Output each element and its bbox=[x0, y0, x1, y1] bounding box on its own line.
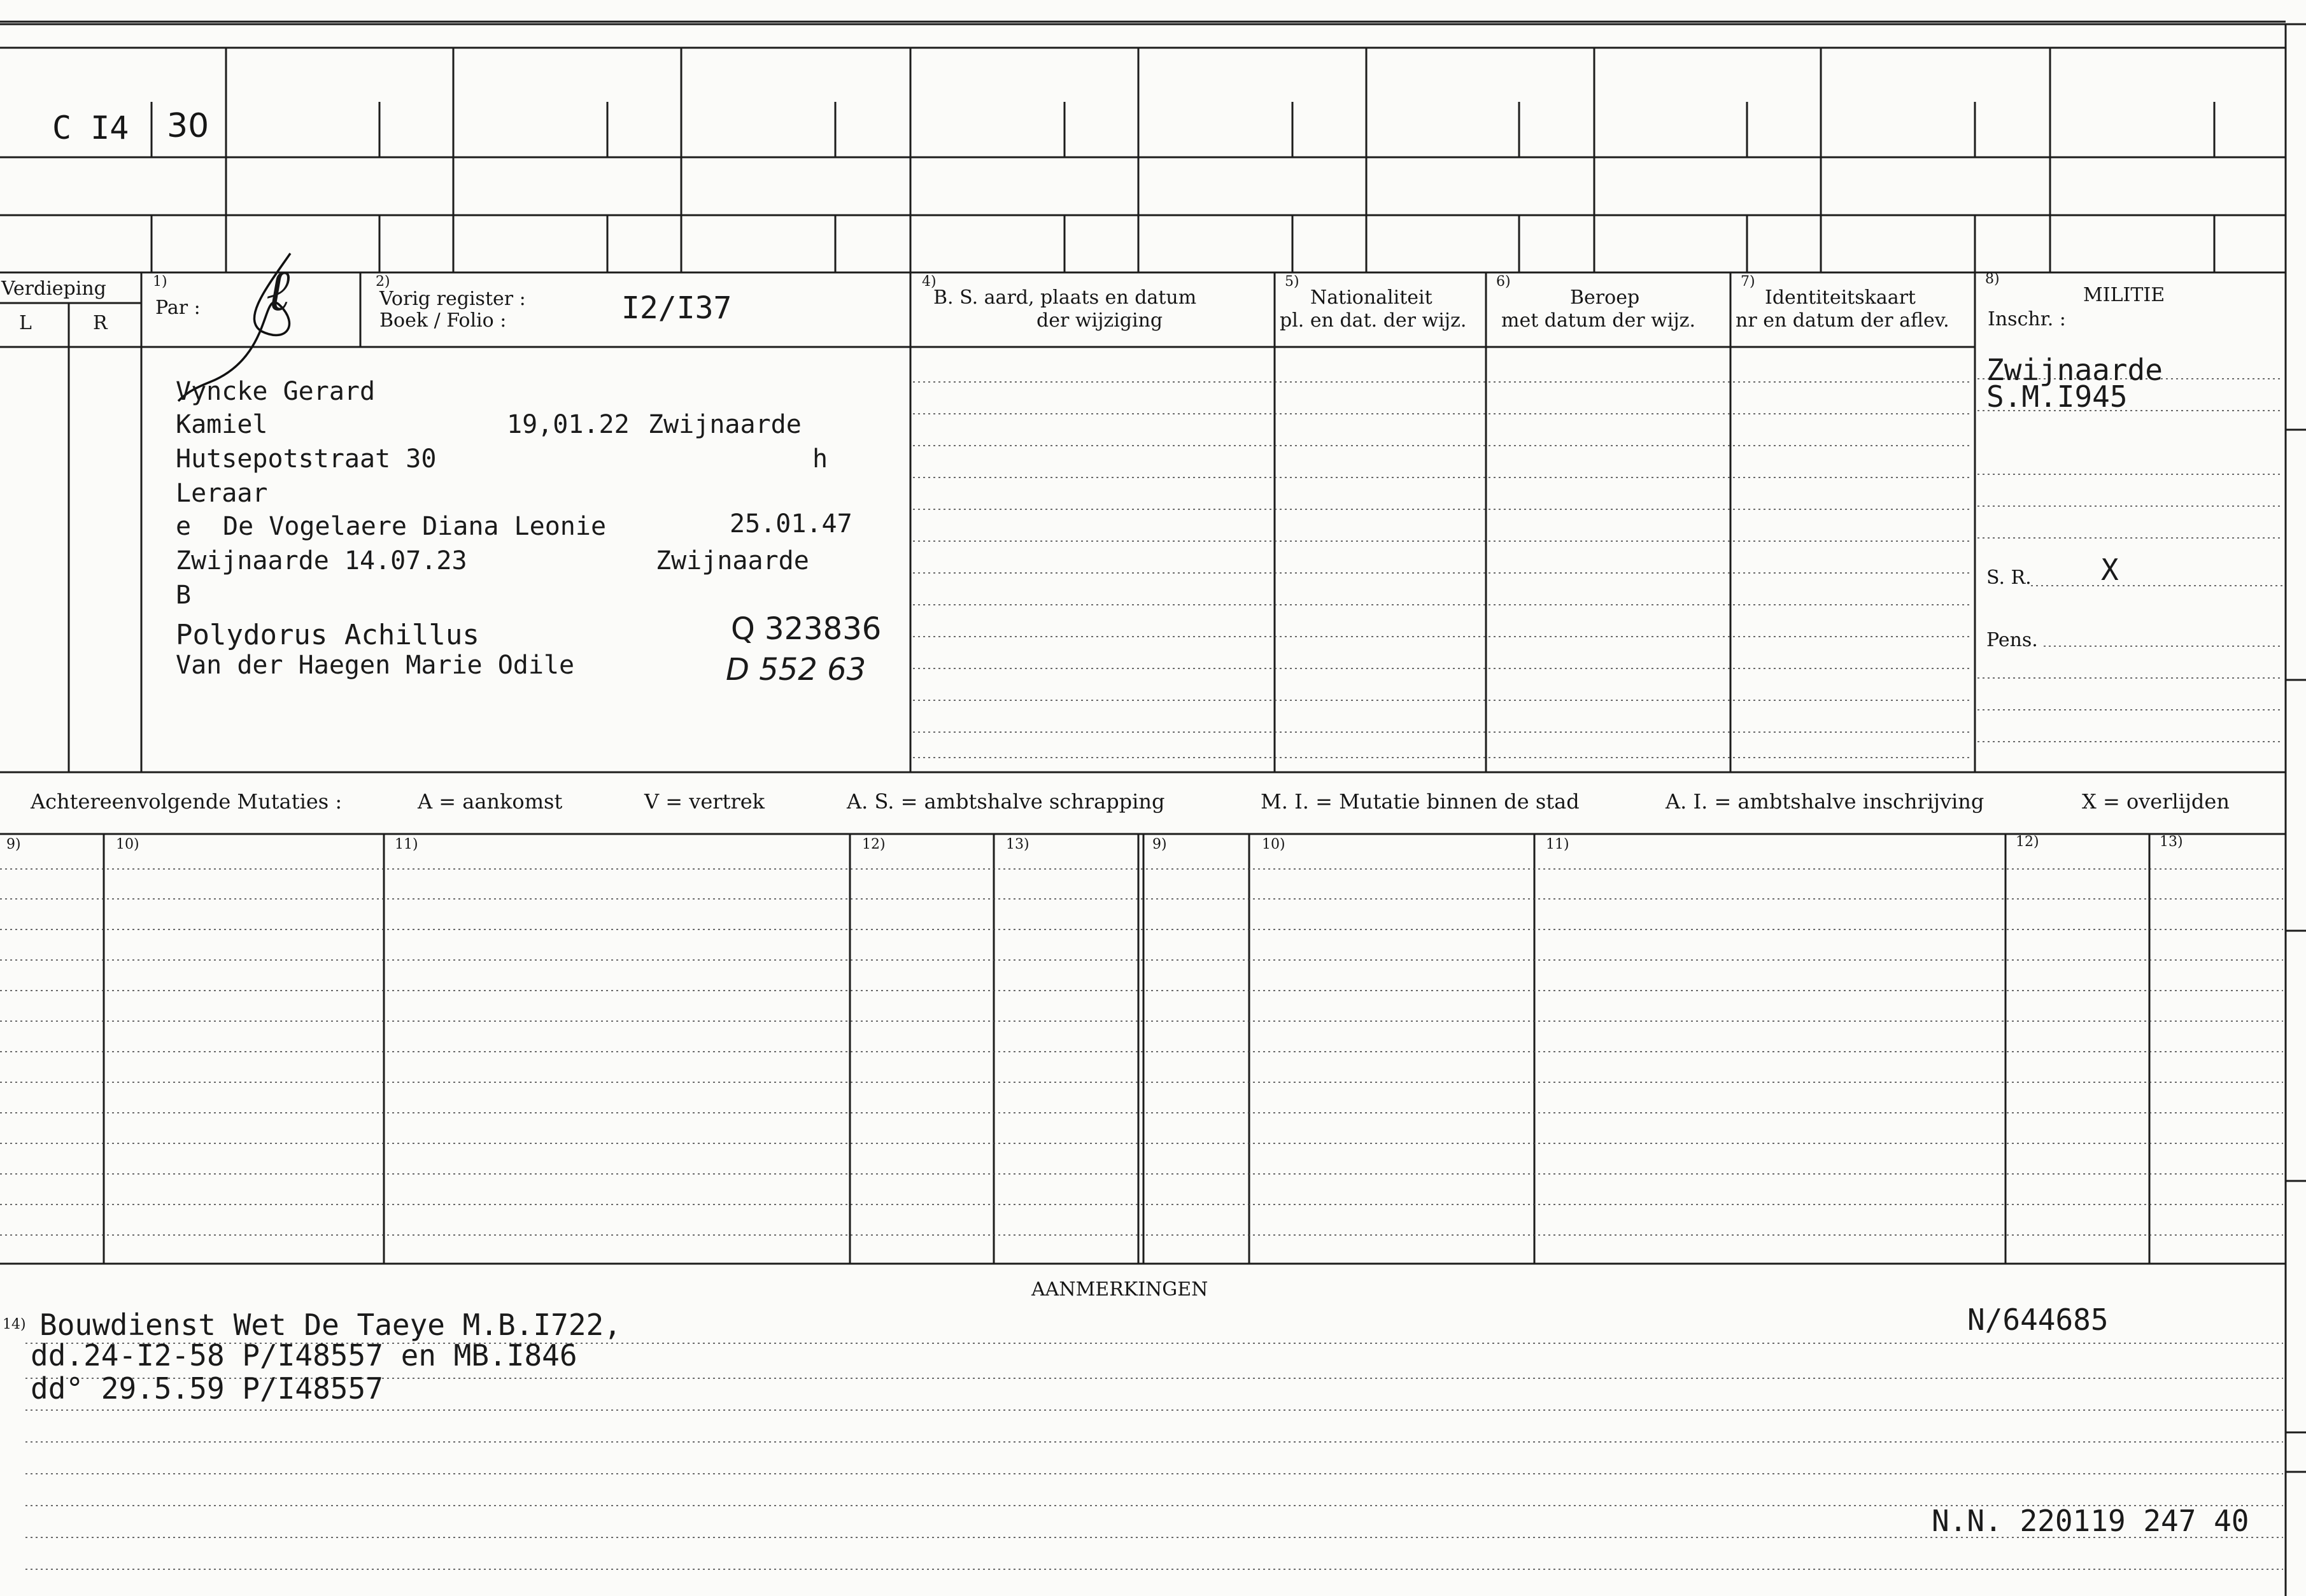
mutation-col-11b: 11) bbox=[1546, 837, 1569, 852]
spouse-prefix: e bbox=[176, 512, 192, 541]
mutation-col-13b: 13) bbox=[2160, 834, 2183, 850]
mutation-col-9b: 9) bbox=[1152, 837, 1167, 852]
aanmerkingen-line-3: dd° 29.5.59 P/I48557 bbox=[31, 1371, 383, 1406]
col7-line2: nr en datum der aflev. bbox=[1736, 309, 1949, 332]
militie-inschr-sm: S.M.I945 bbox=[1986, 379, 2128, 414]
father-id: Q 323836 bbox=[731, 611, 882, 647]
aanmerkingen-line-2: dd.24-I2-58 P/I48557 en MB.I846 bbox=[31, 1338, 577, 1373]
verdieping-left: L bbox=[19, 312, 32, 334]
militie-pens-label: Pens. bbox=[1986, 629, 2038, 651]
col5-line1: Nationaliteit bbox=[1310, 286, 1432, 309]
mutation-col-11a: 11) bbox=[395, 837, 418, 852]
mutation-col-10a: 10) bbox=[116, 837, 139, 852]
col7-num: 7) bbox=[1741, 274, 1755, 290]
aanmerkingen-title: AANMERKINGEN bbox=[1031, 1278, 1208, 1301]
aanmerkingen-line-1: Bouwdienst Wet De Taeye M.B.I722, bbox=[39, 1308, 621, 1342]
vorig-register-value: I2/I37 bbox=[621, 290, 732, 326]
militie-inschr-label: Inschr. : bbox=[1988, 308, 2066, 330]
mother-id: D 552 63 bbox=[726, 652, 867, 688]
spouse-name: De Vogelaere Diana Leonie bbox=[223, 512, 607, 541]
par-label: Par : bbox=[155, 297, 201, 319]
legend-ambtshalve-schrapping: A. S. = ambtshalve schrapping bbox=[847, 789, 1165, 814]
vorig-num: 2) bbox=[376, 274, 390, 290]
verdieping-right: R bbox=[93, 312, 108, 334]
person-address-mark: h bbox=[812, 444, 828, 474]
person-name: Vyncke Gerard bbox=[176, 377, 376, 406]
mutation-col-12b: 12) bbox=[2016, 834, 2039, 850]
legend-aankomst: A = aankomst bbox=[418, 789, 563, 814]
national-number: N.N. 220119 247 40 bbox=[1932, 1504, 2249, 1538]
spouse-birth: Zwijnaarde 14.07.23 bbox=[176, 546, 467, 576]
boek-folio-label: Boek / Folio : bbox=[379, 309, 507, 332]
aanmerkingen-ref: N/644685 bbox=[1967, 1303, 2109, 1337]
marriage-date: 25.01.47 bbox=[730, 509, 852, 539]
par-num: 1) bbox=[153, 274, 167, 290]
mutation-col-13a: 13) bbox=[1006, 837, 1029, 852]
person-firstname2: Kamiel bbox=[176, 410, 268, 439]
militie-sr-label: S. R. bbox=[1986, 567, 2032, 589]
par-value: ℓ bbox=[266, 257, 290, 324]
militie-title: MILITIE bbox=[2083, 284, 2165, 306]
person-birth-date: 19,01.22 bbox=[507, 410, 630, 439]
legend-ambtshalve-inschrijving: A. I. = ambtshalve inschrijving bbox=[1666, 789, 1984, 814]
mother-name: Van der Haegen Marie Odile bbox=[176, 651, 575, 680]
person-occupation: Leraar bbox=[176, 479, 268, 508]
col6-line1: Beroep bbox=[1570, 286, 1640, 309]
person-birth-place: Zwijnaarde bbox=[648, 410, 802, 439]
militie-inschr-place: Zwijnaarde bbox=[1986, 353, 2163, 387]
col4-num: 4) bbox=[922, 274, 937, 290]
person-address: Hutsepotstraat 30 bbox=[176, 444, 437, 474]
verdieping-label: Verdieping bbox=[1, 278, 106, 300]
vorig-register-label: Vorig register : bbox=[379, 288, 526, 310]
col5-num: 5) bbox=[1285, 274, 1299, 290]
militie-sr-value: X bbox=[2101, 553, 2119, 587]
card-prefix: C I4 bbox=[52, 109, 129, 146]
mutation-col-10b: 10) bbox=[1262, 837, 1285, 852]
col8-num: 8) bbox=[1985, 271, 2000, 287]
mark-b: B bbox=[176, 581, 192, 610]
mutation-col-9a: 9) bbox=[6, 837, 21, 852]
aanmerkingen-num: 14) bbox=[3, 1317, 26, 1332]
legend-vertrek: V = vertrek bbox=[644, 789, 765, 814]
legend-overlijden: X = overlijden bbox=[2082, 789, 2230, 814]
col6-num: 6) bbox=[1496, 274, 1511, 290]
card-number: 30 bbox=[167, 107, 209, 145]
col4-line1: B. S. aard, plaats en datum bbox=[933, 286, 1197, 309]
father-name: Polydorus Achillus bbox=[176, 619, 479, 651]
col4-line2: der wijziging bbox=[1036, 309, 1163, 332]
col7-line1: Identiteitskaart bbox=[1765, 286, 1916, 309]
legend-mutatie-binnen-stad: M. I. = Mutatie binnen de stad bbox=[1261, 789, 1580, 814]
mutations-legend-title: Achtereenvolgende Mutaties : bbox=[31, 789, 343, 814]
col6-line2: met datum der wijz. bbox=[1501, 309, 1695, 332]
col5-line2: pl. en dat. der wijz. bbox=[1280, 309, 1467, 332]
spouse-birth-place: Zwijnaarde bbox=[656, 546, 809, 576]
mutation-col-12a: 12) bbox=[862, 837, 886, 852]
